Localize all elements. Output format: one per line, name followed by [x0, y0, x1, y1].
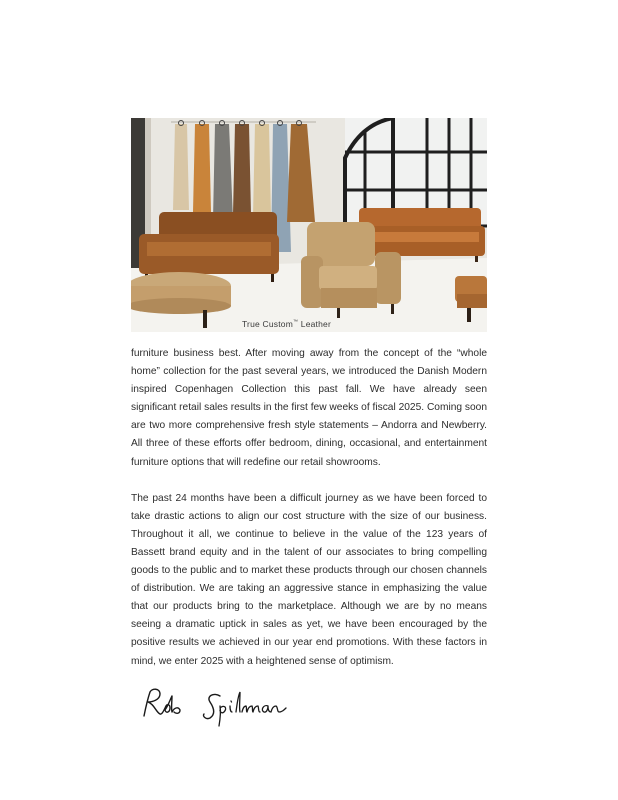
paragraph-2: The past 24 months have been a difficult journey as we have been forced to take drastic actions to align our cost structure with the size of our business. Throughout it all, we continue to believe in the value of the 123 years of Bassett brand equity and in the talent of our associates to bring compelling goods to the public and to market these products through our chosen channels of distribution. We are taking an aggressive stance in emphasizing the value that our products bring to the marketplace. Although we are by no means seeing a dramatic uptick in sales as yet, we have been encouraged by the positive results we achieved in our year end promotions. With these factors in mind, we enter 2025 with a heightened sense of optimism. [131, 492, 487, 667]
photo-caption: True Custom™ Leather [241, 319, 331, 329]
sofa-left [139, 212, 279, 282]
showroom-scene [131, 118, 487, 332]
handwritten-signature [136, 684, 296, 728]
leather-furniture-photo [131, 118, 487, 332]
paragraph-1: furniture business best. After moving away from the concept of the “whole home” collection for the past several years, we introduced the Danish Modern inspired Copenhagen Collection this past fall. We have already seen significant retail sales results in the first few weeks of fiscal 2025. Coming soon are two more comprehensive fresh style statements – Andorra and Newberry. All three of these efforts offer bedroom, dining, occasional, and entertainment furniture options that will redefine our retail showrooms. [131, 348, 487, 468]
letter-body [131, 345, 487, 671]
signature-drawing [136, 684, 296, 728]
